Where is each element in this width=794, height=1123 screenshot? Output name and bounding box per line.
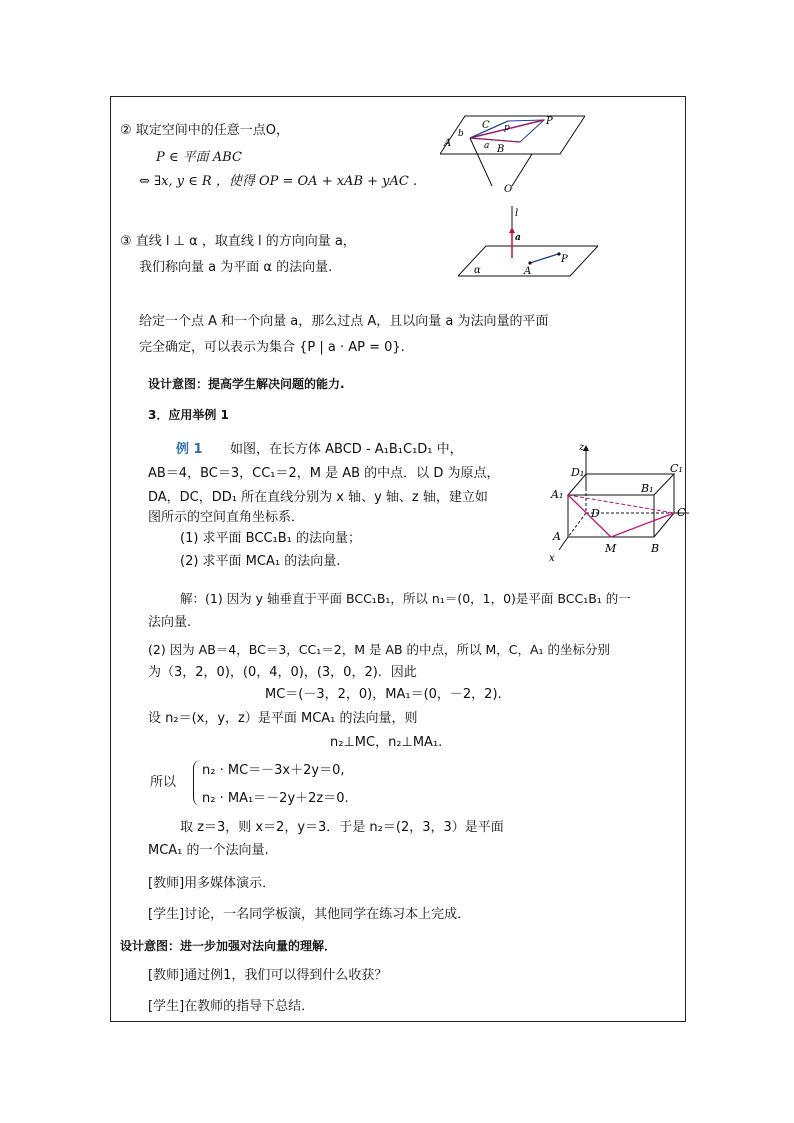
solution-take: 取 z＝3，则 x＝2，y＝3．于是 n₂＝(2，3，3）是平面: [180, 820, 504, 835]
label-d: D: [591, 507, 600, 520]
teacher-note-1: [教师]用多媒体演示．: [148, 876, 276, 891]
example-line-2: AB＝4，BC＝3，CC₁＝2，M 是 AB 的中点．以 D 为原点，: [148, 466, 500, 481]
solution-2b: 为（3，2，0)，(0，4，0)，(3，0，2)．因此: [148, 665, 417, 680]
label-alpha: α: [474, 265, 481, 276]
plane-definition-1: 给定一个点 A 和一个向量 a，那么过点 A，且以向量 a 为法向量的平面: [139, 314, 549, 329]
section-heading: 3．应用举例 1: [148, 408, 229, 422]
equation-1: n₂ · MC＝－3x＋2y＝0,: [202, 763, 345, 778]
label-b: B: [651, 542, 660, 555]
normal-vector-definition-1: ③ 直线 l ⊥ α ，取直线 l 的方向向量 a，: [120, 234, 356, 249]
label-p-small: p: [504, 123, 510, 133]
solution-set-normal: 设 n₂＝(x，y，z）是平面 MCA₁ 的法向量，则: [148, 711, 418, 726]
label-c: C: [677, 506, 686, 519]
label-b: B: [497, 144, 505, 155]
solution-vectors: MC＝(－3，2，0)，MA₁＝(0，－2，2).: [265, 687, 502, 702]
solution-perpendicular: n₂⊥MC，n₂⊥MA₁.: [330, 735, 443, 750]
label-a: A: [444, 138, 452, 149]
solution-take-2: MCA₁ 的一个法向量.: [148, 843, 269, 858]
solution-1b: 法向量.: [148, 615, 192, 630]
label-z: z: [579, 442, 585, 453]
example-line-1: 如图，在长方体 ABCD - A₁B₁C₁D₁ 中，: [230, 442, 463, 457]
example-label: 例 1: [176, 442, 203, 457]
example-line-3: DA，DC，DD₁ 所在直线分别为 x 轴、y 轴、z 轴，建立如: [148, 490, 488, 505]
solution-so: 所以: [150, 775, 177, 790]
plane-abc-figure: [440, 106, 585, 196]
design-intent-1: 设计意图：提高学生解决问题的能力.: [148, 377, 345, 391]
label-m: M: [605, 542, 617, 555]
label-o: O: [504, 184, 513, 195]
question-1: (1) 求平面 BCC₁B₁ 的法向量；: [180, 531, 361, 546]
plane-definition-2: 完全确定，可以表示为集合 {P | a · AP = 0}.: [139, 340, 405, 355]
label-b1: B₁: [641, 482, 654, 495]
label-point-p: P: [561, 254, 568, 265]
label-d1: D₁: [571, 466, 585, 479]
label-a-small: a: [484, 141, 490, 151]
teacher-note-2: [教师]通过例1，我们可以得到什么收获？: [148, 968, 388, 983]
solution-2a: (2) 因为 AB＝4，BC＝3，CC₁＝2，M 是 AB 的中点，所以 M，C，A₁ 的坐标分别: [148, 642, 611, 657]
label-l: l: [515, 208, 519, 219]
vector-equivalence: ⇔ ∃x, y ∈ R ，使得 OP = OA + xAB + yAC .: [139, 174, 418, 189]
label-p: P: [546, 116, 553, 127]
question-2: (2) 求平面 MCA₁ 的法向量.: [180, 554, 341, 569]
plane-condition: P ∈ 平面 ABC: [156, 150, 242, 165]
student-note-1: [学生]讨论，一名同学板演，其他同学在练习本上完成．: [148, 907, 471, 922]
label-c1: C₁: [670, 462, 683, 475]
equation-2: n₂ · MA₁＝－2y＋2z＝0.: [202, 791, 349, 806]
equation-brace: [193, 760, 202, 806]
solution-1a: 解：(1) 因为 y 轴垂直于平面 BCC₁B₁，所以 n₁＝(0，1，0)是平面 BCC₁B₁ 的一: [180, 591, 631, 606]
student-note-2: [学生]在教师的指导下总结．: [148, 999, 315, 1014]
design-intent-2: 设计意图：进一步加强对法向量的理解．: [120, 939, 337, 953]
label-b-small: b: [458, 129, 464, 139]
label-a: A: [553, 530, 561, 543]
example-line-4: 图所示的空间直角坐标系．: [148, 510, 305, 525]
label-point-a: A: [524, 266, 532, 277]
label-c: C: [482, 120, 490, 131]
point-o-statement: ② 取定空间中的任意一点O，: [120, 123, 290, 138]
normal-vector-figure: [458, 206, 598, 278]
label-x: x: [549, 553, 555, 564]
cuboid-figure: [549, 440, 694, 565]
label-a1: A₁: [551, 488, 564, 501]
normal-vector-definition-2: 我们称向量 a 为平面 α 的法向量.: [139, 260, 333, 275]
label-vector-a: a: [515, 233, 521, 243]
